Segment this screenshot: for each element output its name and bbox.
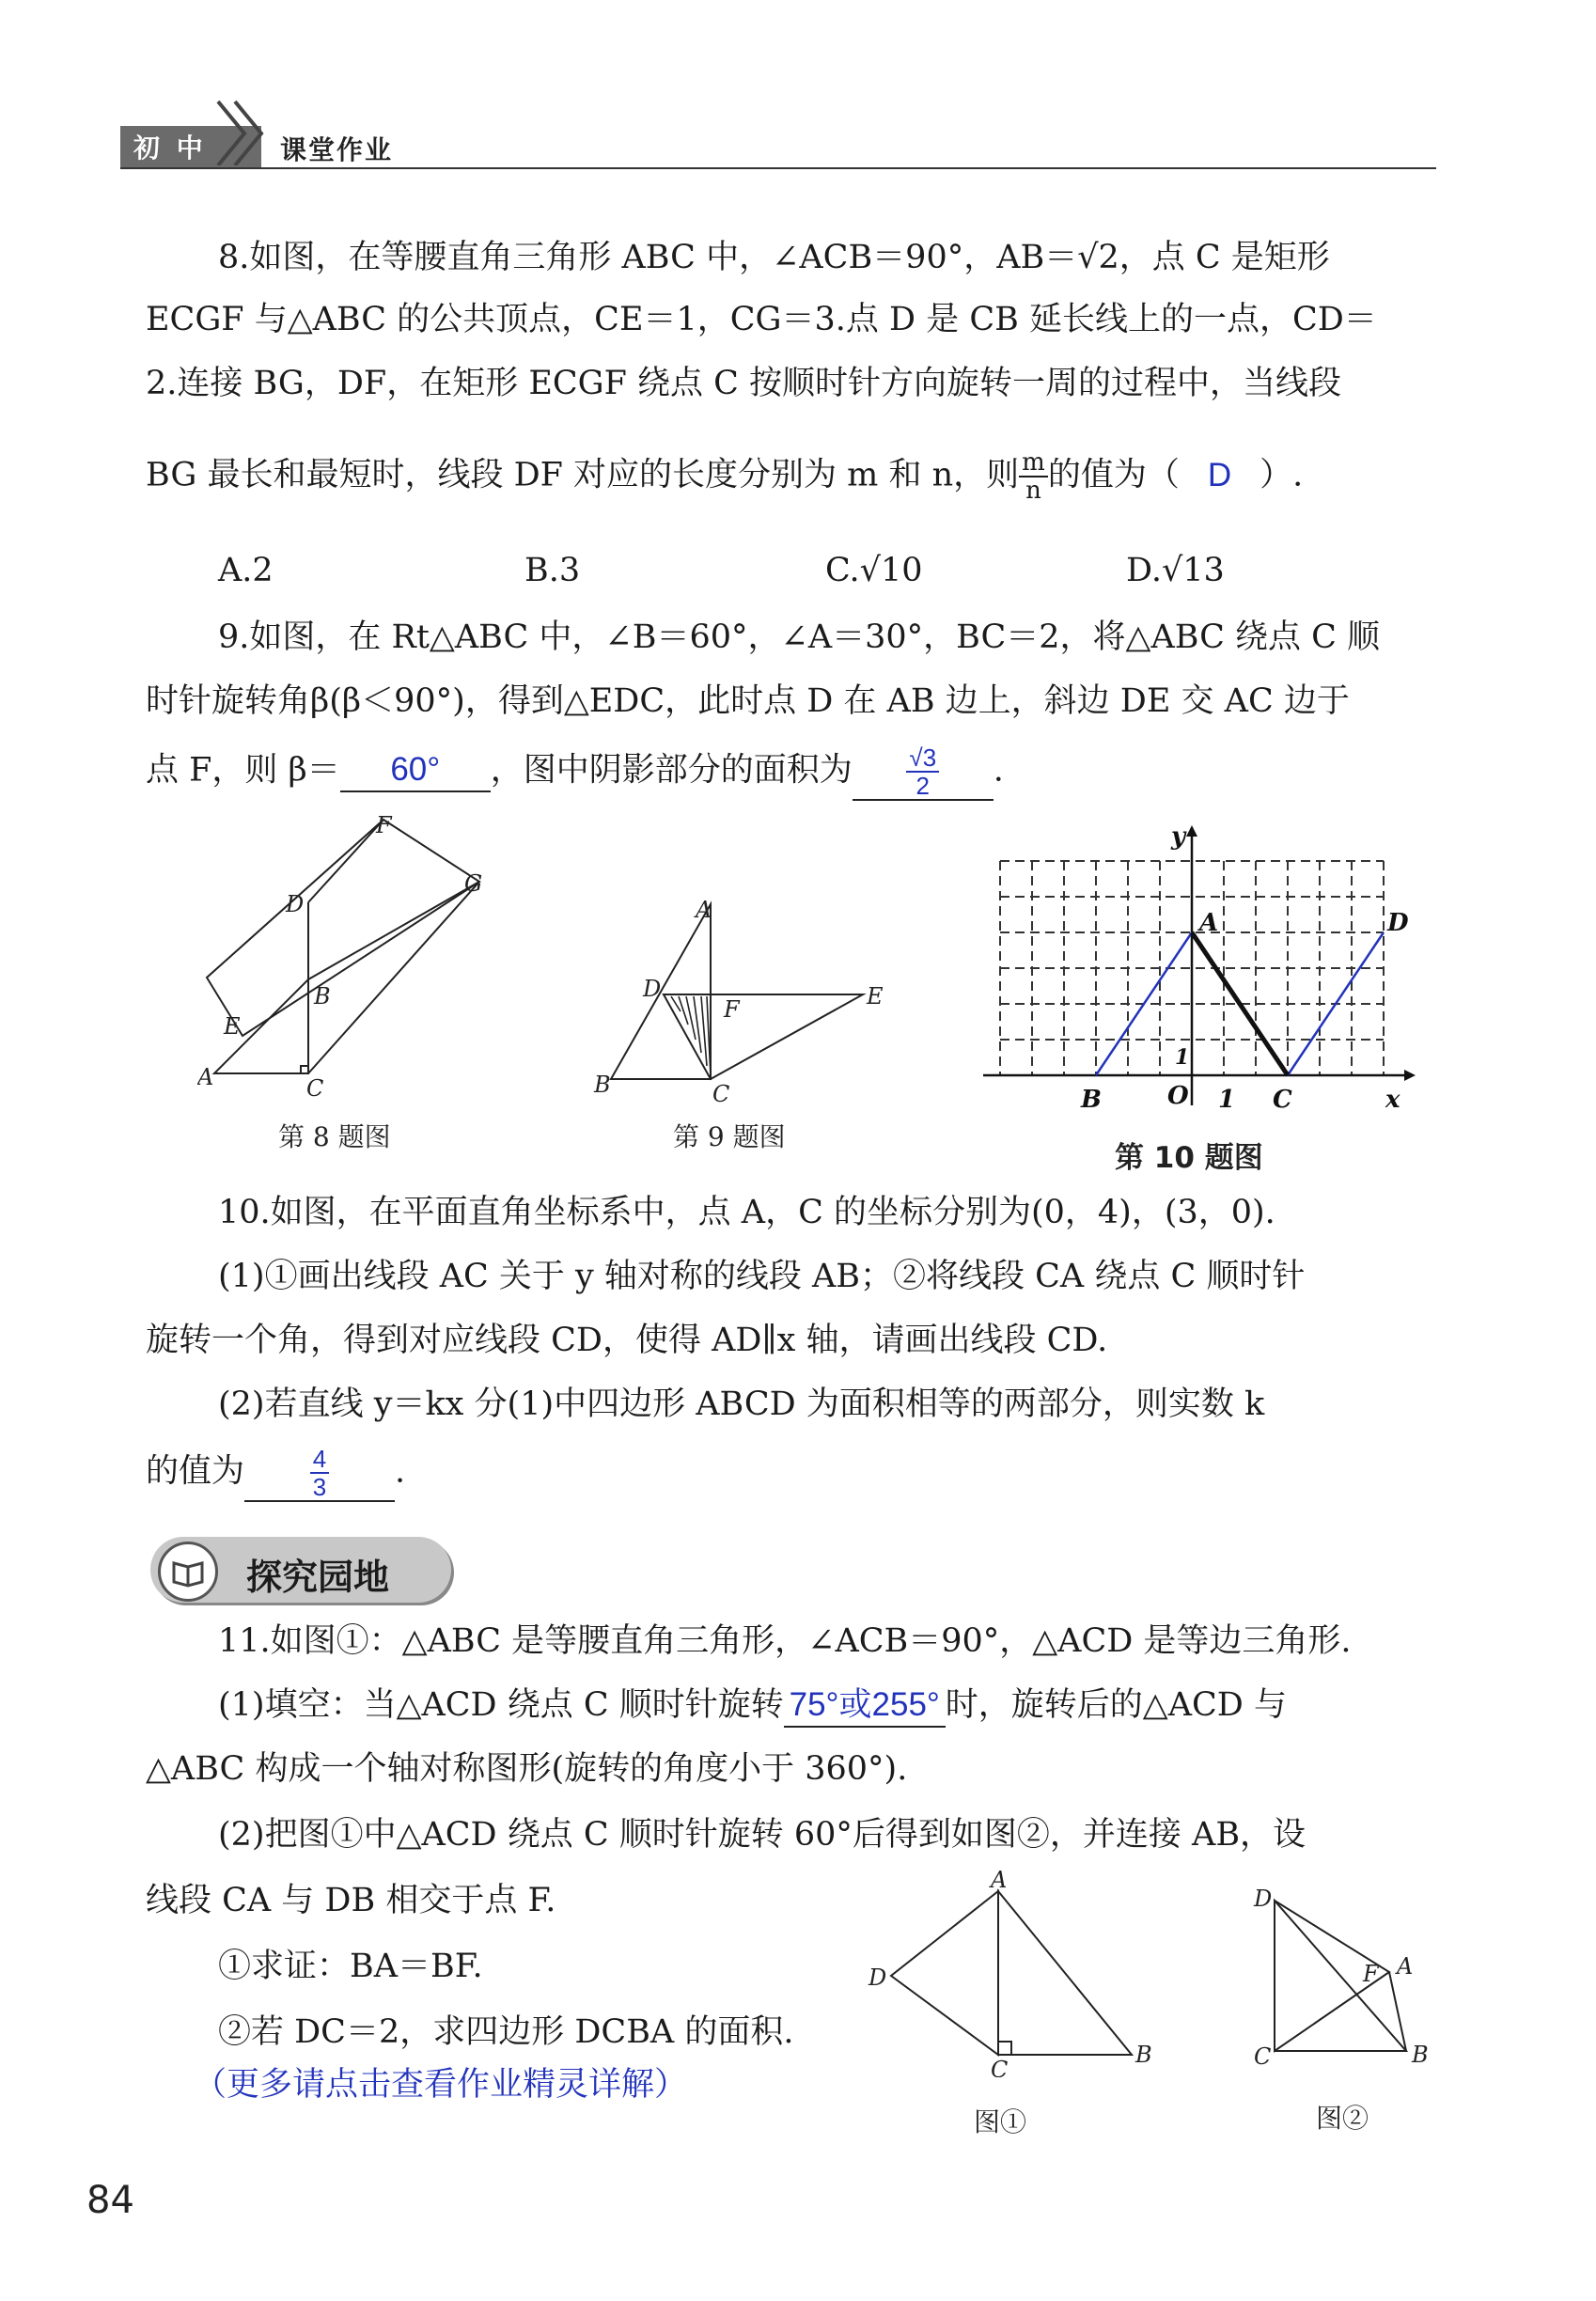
q10-answer-den: 3 [312,1473,327,1501]
fig8-label-f: F [376,812,392,838]
q8-line-3: 2.连接 BG，DF，在矩形 ECGF 绕点 C 按顺时针方向旋转一周的过程中，当线段 [146,365,1342,402]
q8-line-4-text-b: 的值为（ [1047,456,1180,494]
q11-line-2-text: (1)填空：当△ACD 绕点 C 顺时针旋转 [218,1686,784,1724]
fig10-label-a: A [1199,909,1219,937]
figure-8 [197,808,508,1109]
q10-line-4: (2)若直线 y＝kx 分(1)中四边形 ABCD 为面积相等的两部分，则实数 k [218,1385,1265,1423]
fig10-label-1y: 1 [1175,1045,1190,1070]
q8-line-4 [146,449,1438,504]
fig11b-label-f: F [1363,1961,1379,1987]
q11-line-1: 11.如图①：△ABC 是等腰直角三角形，∠ACB＝90°，△ACD 是等边三角形. [218,1622,1352,1660]
fig10-y-arrow [1186,825,1197,837]
q8-frac-num: m [1019,449,1048,477]
fig11a-label-d: D [868,1964,887,1991]
chevron-icon [212,98,278,165]
fig10-label-1x: 1 [1218,1086,1236,1114]
fig11a-label-a: A [991,1871,1008,1893]
q10-line-5-text-b: . [395,1452,406,1491]
fig11b-label-a: A [1397,1953,1414,1980]
figure-11-2 [1250,1880,1457,2077]
fig11a-label-b: B [1135,2042,1152,2068]
q9-area-den: 2 [915,772,931,800]
q10-answer-fraction [310,1446,329,1500]
fig11a-triangle-abc [998,1891,1132,2055]
q11-line-7: ②若 DC＝2，求四边形 DCBA 的面积. [218,2013,794,2051]
figure-11-1 [859,1871,1169,2077]
q8-line-2: ECGF 与△ABC 的公共顶点，CE＝1，CG＝3.点 D 是 CB 延长线上的一点，CD＝ [146,301,1377,338]
q11-answer: 75°或255° [784,1684,946,1728]
q9-line-3-text-c: . [993,751,1004,790]
fig11b-label-b: B [1412,2042,1429,2068]
q10-line-1: 10.如图，在平面直角坐标系中，点 A，C 的坐标分别为(0，4)，(3，0). [218,1194,1275,1231]
fig10-label-b: B [1081,1086,1102,1114]
fig11b-triangle-dcb [1275,1901,1406,2051]
fig8-caption: 第 8 题图 [278,1121,391,1152]
header-rule [120,167,1436,169]
fig11a-label-c: C [991,2057,1009,2077]
section-title: 探究园地 [246,1557,390,1598]
header-subtitle: 课堂作业 [280,134,394,165]
fig9-label-b: B [594,1072,611,1098]
fig11b-segment-ab [1389,1972,1406,2051]
q11-line-5: 线段 CA 与 DB 相交于点 F. [146,1882,556,1919]
q8-answer: D [1207,456,1232,493]
fig8-label-d: D [286,891,305,917]
q8-line-4-text-c: ）. [1260,456,1304,494]
fig9-label-d: D [643,976,662,1002]
fig10-x-arrow [1404,1070,1416,1081]
q10-answer [244,1446,395,1502]
fig9-label-c: C [712,1081,730,1107]
fig10-label-o: O [1167,1082,1189,1110]
fig8-label-a: A [197,1064,214,1090]
fig8-label-g: G [464,870,483,897]
fig8-right-angle [301,1066,308,1073]
q8-option-d: D.√13 [1126,552,1225,589]
fig8-label-e: E [224,1013,241,1040]
fig10-caption: 第 10 题图 [1115,1141,1263,1175]
q10-line-2: (1)①画出线段 AC 关于 y 轴对称的线段 AB；②将线段 CA 绕点 C 顺时针 [218,1258,1306,1295]
book-icon-glyph [161,1544,215,1599]
q8-line-1: 8.如图，在等腰直角三角形 ABC 中，∠ACB＝90°，AB＝√2，点 C 是矩形 [218,239,1330,276]
q9-area-num: √3 [906,744,939,773]
q9-answer-beta: 60° [340,749,491,792]
fig8-cg-line [308,882,479,1073]
fig11a-right-angle [998,2042,1011,2055]
fig10-label-y: y [1171,823,1186,851]
fig10-label-d: D [1387,909,1409,937]
q11-line-2 [218,1684,1510,1728]
q11-line-6: ①求证：BA＝BF. [218,1948,483,1985]
q9-answer-area [853,744,994,801]
q9-line-1: 9.如图，在 Rt△ABC 中，∠B＝60°，∠A＝30°，BC＝2，将△ABC 绕点 C 顺 [218,618,1381,656]
q8-fraction [1019,449,1048,504]
fig11b-label-d: D [1254,1886,1273,1912]
fig11b-label-c: C [1254,2043,1272,2070]
q8-option-c: C.√10 [825,552,923,589]
figure-10 [983,823,1425,1124]
q9-line-2: 时针旋转角β(β＜90°)，得到△EDC，此时点 D 在 AB 边上，斜边 DE 交 AC 边于 [146,682,1350,720]
fig8-bg-line [308,882,479,979]
page-number: 84 [86,2179,134,2222]
q8-option-b: B.3 [524,552,581,589]
q11-line-4: (2)把图①中△ACD 绕点 C 顺时针旋转 60°后得到如图②，并连接 AB，设 [218,1816,1307,1854]
header-level: 初 中 [133,133,207,164]
fig9-label-e: E [867,983,884,1010]
q9-line-3-text: 点 F，则 β＝ [146,751,340,790]
q10-line-3: 旋转一个角，得到对应线段 CD，使得 AD∥x 轴，请画出线段 CD. [146,1322,1108,1359]
q10-line-5-text: 的值为 [146,1452,245,1491]
q9-area-fraction [906,744,939,799]
fig11a-triangle-acd [891,1891,998,2055]
q8-option-a: A.2 [218,552,274,589]
fig10-label-c: C [1273,1086,1292,1114]
fig10-label-x: x [1385,1086,1400,1114]
q9-line-3-text-b: ，图中阴影部分的面积为 [490,751,853,790]
more-details-link[interactable]: （更多请点击查看作业精灵详解） [194,2066,688,2104]
fig9-caption: 第 9 题图 [673,1121,786,1152]
fig9-label-f: F [724,996,740,1023]
q8-line-4-text: BG 最长和最短时，线段 DF 对应的长度分别为 m 和 n，则 [146,456,1020,494]
book-icon [158,1542,218,1602]
fig8-label-c: C [306,1075,324,1102]
fig8-label-b: B [314,983,331,1010]
fig11b-caption: 图② [1316,2103,1369,2134]
figure-9 [590,893,891,1119]
fig11a-caption: 图① [974,2106,1027,2137]
q11-line-3: △ABC 构成一个轴对称图形(旋转的角度小于 360°). [146,1750,908,1788]
q8-frac-den: n [1025,477,1041,505]
fig8-df-line [308,820,383,902]
q10-answer-num: 4 [310,1446,329,1474]
fig9-label-a: A [696,897,712,923]
q11-line-2-text-b: 时，旋转后的△ACD 与 [945,1686,1287,1724]
q9-line-3 [146,744,1438,801]
q10-line-5 [146,1446,1438,1502]
